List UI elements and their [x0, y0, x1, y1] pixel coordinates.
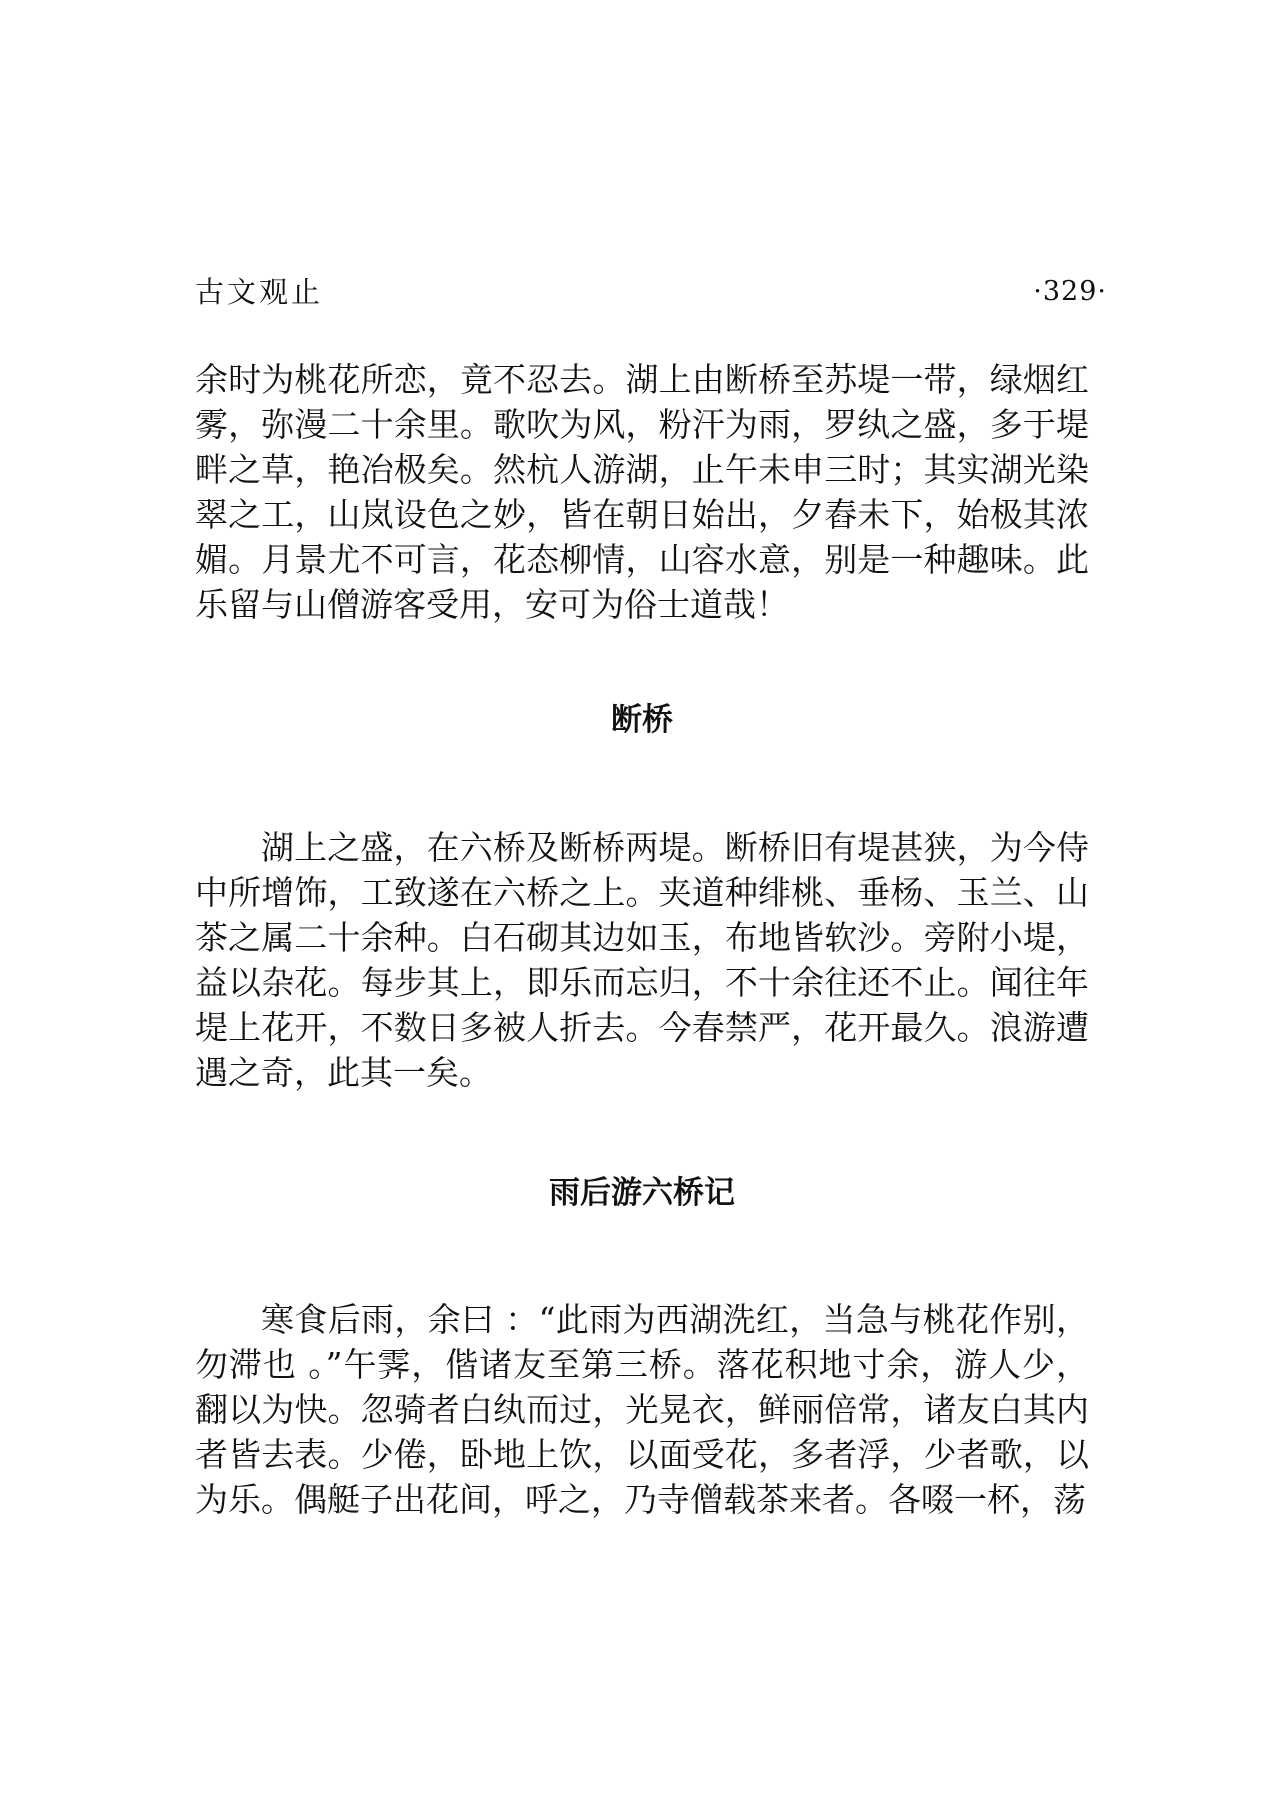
running-header — [195, 270, 1107, 314]
section-body-yuhou-you-liuqiao-ji: 寒食后雨，余曰 ：“此雨为西湖洗红，当急与桃花作别，勿滞也 。”午霁，偕诸友至第三桥。落花积地寸余，游人少，翻以为快。忽骑者白纨而过，光晃衣，鲜丽倍常，诸友白其内者皆去表。少倦，卧地上饮，以面受花，多者浮，少者歌，以为乐。偶艇子出花间，呼之，乃寺僧载茶来者。各啜一杯，荡 — [195, 1300, 1089, 1519]
section-title-yuhou-you-liuqiao-ji: 雨后游六桥记 — [549, 1175, 735, 1211]
book-title: 古文观止 — [195, 275, 324, 309]
section-body-duanqiao: 湖上之盛，在六桥及断桥两堤。断桥旧有堤甚狭，为今侍中所增饰，工致遂在六桥之上。夹道种绯桃、垂杨、玉兰、山茶之属二十余种。白石砌其边如玉，布地皆软沙。旁附小堤，益以杂花。每步其上，即乐而忘归，不十余往还不止。闻往年堤上花开，不数日多被人折去。今春禁严，花开最久。浪游遭遇之奇，此其一矣。 — [195, 828, 1089, 1092]
section-title-duanqiao: 断桥 — [611, 702, 673, 738]
page-number: ·329· — [1033, 276, 1107, 307]
continued-paragraph: 余时为桃花所恋，竟不忍去。湖上由断桥至苏堤一带，绿烟红雾，弥漫二十余里。歌吹为风，粉汗为雨，罗纨之盛，多于堤畔之草，艳冶极矣。然杭人游湖，止午未申三时；其实湖光染翠之工，山岚设色之妙，皆在朝日始出，夕舂未下，始极其浓媚。月景尤不可言，花态柳情，山容水意，别是一种趣味。此乐留与山僧游客受用，安可为俗士道哉！ — [195, 360, 1089, 624]
